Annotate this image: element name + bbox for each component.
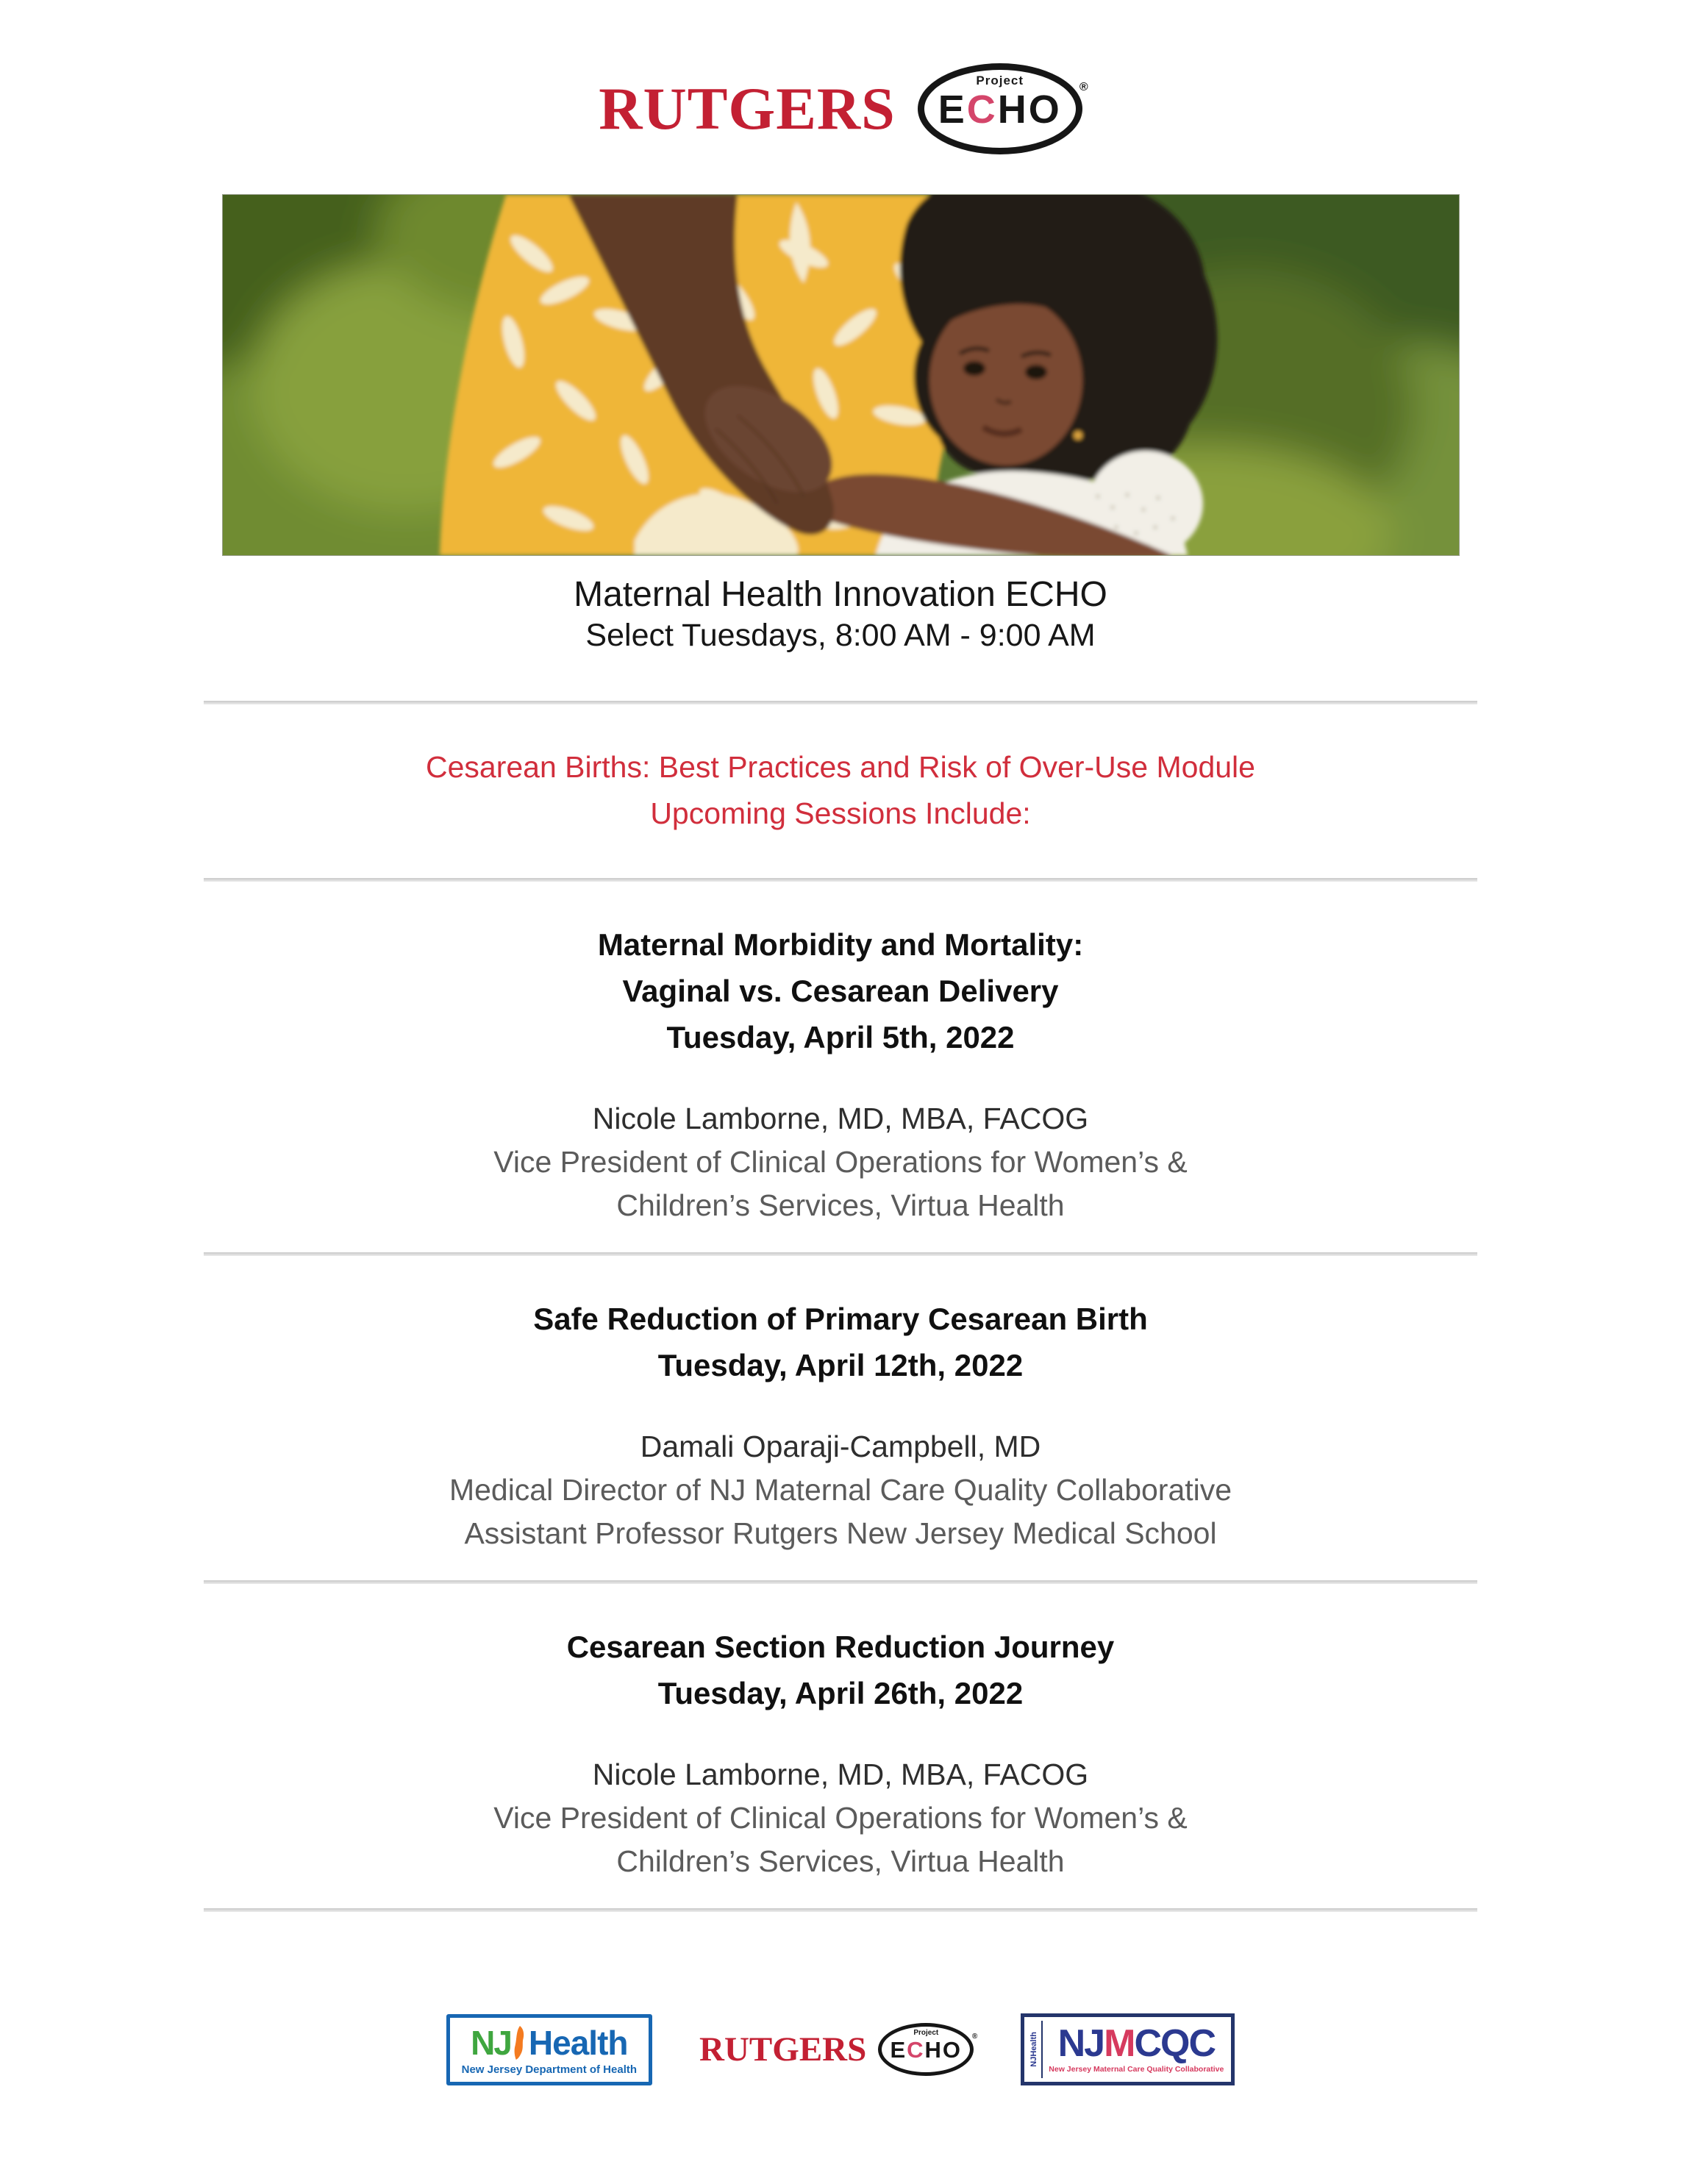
section-divider — [204, 1908, 1477, 1912]
njmcqc-logo — [1021, 2013, 1235, 2085]
session-title-line: Safe Reduction of Primary Cesarean Birth — [533, 1302, 1148, 1336]
speaker-name: Damali Oparaji-Campbell, MD — [640, 1430, 1041, 1463]
speaker-role-line: Children’s Services, Virtua Health — [616, 1188, 1065, 1222]
project-echo-badge — [918, 63, 1088, 154]
session-date: Tuesday, April 12th, 2022 — [657, 1348, 1024, 1382]
header-logo-row — [0, 0, 1681, 165]
echo-letters-ho: HO — [997, 88, 1062, 132]
echo-letter-e: E — [938, 88, 967, 132]
njmcqc-vertical-label: NJHealth — [1029, 2032, 1039, 2067]
echo-letter-c: C — [966, 88, 998, 132]
session-speaker-block — [0, 1753, 1681, 1883]
hero-schedule: Select Tuesdays, 8:00 AM - 9:00 AM — [585, 618, 1096, 653]
speaker-role-line: Vice President of Clinical Operations for Women’s & — [493, 1145, 1188, 1179]
speaker-role-line: Vice President of Clinical Operations for Women’s & — [493, 1801, 1188, 1835]
echo-letters — [878, 2038, 974, 2061]
registered-trademark: ® — [971, 2033, 978, 2041]
nj-state-icon — [512, 2025, 528, 2060]
echo-project-label: Project — [976, 74, 1024, 88]
njmcqc-m-text: M — [1104, 2022, 1135, 2065]
session-title-line: Maternal Morbidity and Mortality: — [597, 927, 1084, 962]
njmcqc-side-strip — [1028, 2021, 1043, 2078]
rutgers-wordmark-small: RUTGERS — [699, 2030, 867, 2069]
echo-letter-c: C — [907, 2037, 925, 2063]
section-divider — [204, 1252, 1477, 1256]
session-title-line: Vaginal vs. Cesarean Delivery — [622, 974, 1059, 1008]
njhealth-tagline: New Jersey Department of Health — [461, 2063, 638, 2076]
njmcqc-tagline: New Jersey Maternal Care Quality Collaborative — [1049, 2065, 1224, 2074]
speaker-role-line: Medical Director of NJ Maternal Care Quality Collaborative — [449, 1473, 1232, 1507]
njmcqc-main — [1049, 2021, 1224, 2078]
session-date: Tuesday, April 26th, 2022 — [657, 1676, 1024, 1710]
session-speaker-block — [0, 1097, 1681, 1227]
session-block-1 — [0, 921, 1681, 1227]
njhealth-health-text: Health — [528, 2023, 628, 2062]
registered-trademark: ® — [1079, 81, 1088, 93]
module-heading: Cesarean Births: Best Practices and Risk of Over-Use Module — [426, 750, 1255, 784]
rutgers-wordmark: RUTGERS — [599, 75, 896, 142]
section-divider — [204, 1580, 1477, 1584]
module-subheading: Upcoming Sessions Include: — [650, 796, 1031, 830]
echo-letters — [918, 88, 1082, 132]
echo-letter-e: E — [890, 2037, 907, 2063]
njmcqc-cqc-text: CQC — [1134, 2022, 1215, 2065]
speaker-name: Nicole Lamborne, MD, MBA, FACOG — [592, 1102, 1089, 1135]
njmcqc-letters — [1057, 2022, 1215, 2065]
speaker-role-line: Assistant Professor Rutgers New Jersey Medical School — [464, 1516, 1217, 1550]
session-block-2 — [0, 1296, 1681, 1555]
session-block-3 — [0, 1624, 1681, 1883]
njmcqc-nj-text: NJ — [1057, 2022, 1104, 2065]
session-title-block — [0, 1296, 1681, 1388]
project-echo-badge-small — [878, 2023, 978, 2076]
session-speaker-block — [0, 1425, 1681, 1555]
session-date: Tuesday, April 5th, 2022 — [666, 1020, 1015, 1054]
njhealth-nj-text: NJ — [471, 2023, 511, 2062]
session-title-block — [0, 1624, 1681, 1716]
module-heading-block — [0, 744, 1681, 837]
njhealth-main — [462, 2025, 637, 2060]
njhealth-logo — [446, 2014, 652, 2085]
hero-photo — [222, 194, 1460, 556]
hero-title: Maternal Health Innovation ECHO — [574, 575, 1107, 614]
echo-letters-ho: HO — [924, 2037, 963, 2063]
session-title-block — [0, 921, 1681, 1060]
section-divider — [204, 878, 1477, 882]
rutgers-echo-logo — [699, 2023, 978, 2076]
session-title-line: Cesarean Section Reduction Journey — [566, 1630, 1115, 1664]
section-divider — [204, 701, 1477, 704]
speaker-name: Nicole Lamborne, MD, MBA, FACOG — [592, 1757, 1089, 1791]
speaker-role-line: Children’s Services, Virtua Health — [616, 1844, 1065, 1878]
footer-logo-row — [0, 2013, 1681, 2085]
echo-project-label: Project — [913, 2029, 939, 2037]
